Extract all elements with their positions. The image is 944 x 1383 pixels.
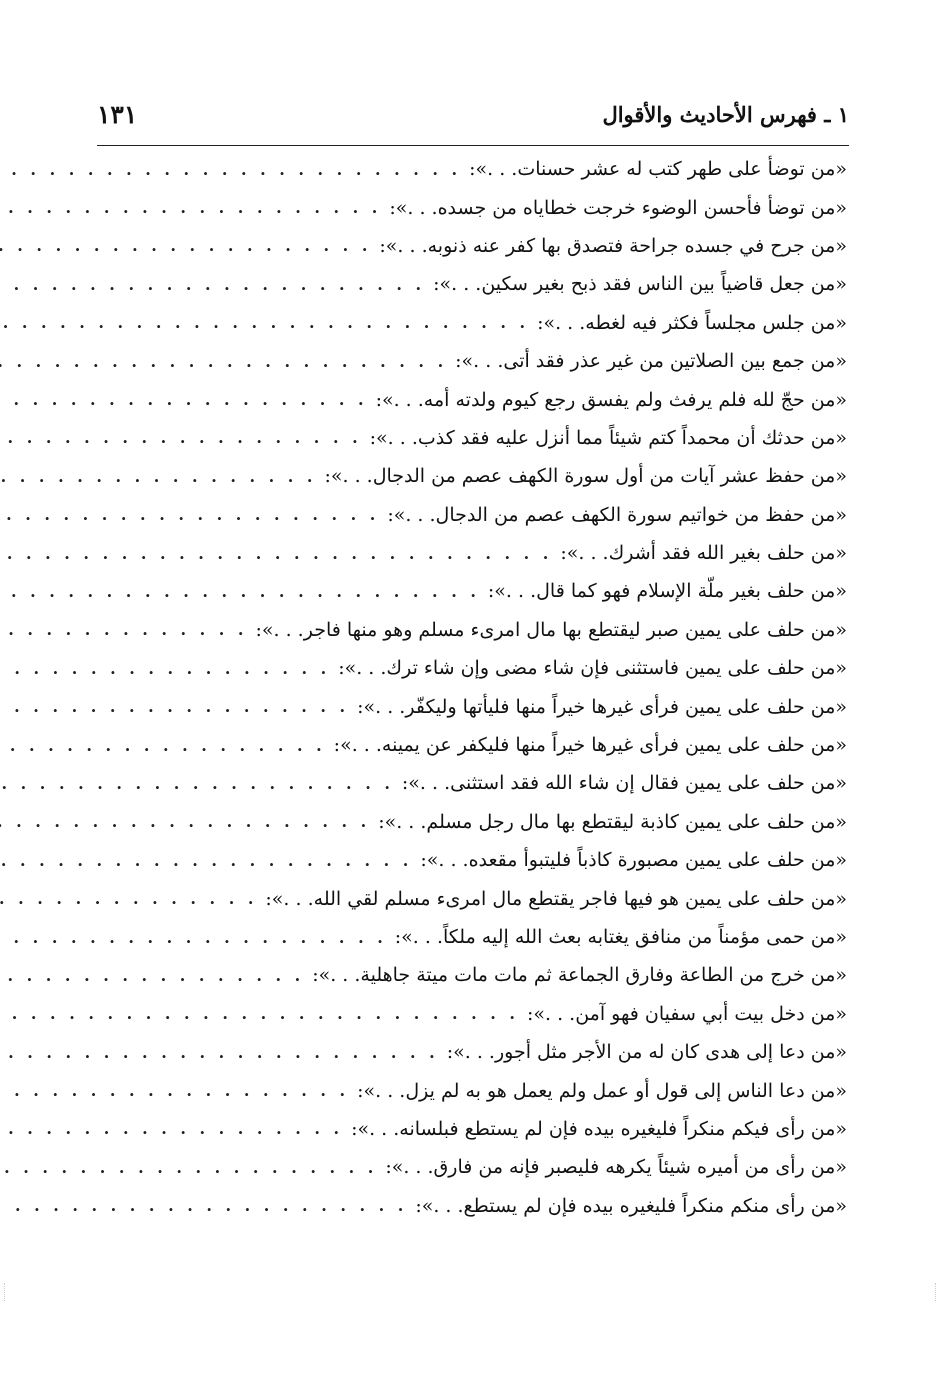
entry-text: «من حلف على يمين صبر ليقتطع بها مال امرىء مسلم وهو منها فاجر. . .»:	[255, 618, 847, 641]
entry-text: «من حفظ عشر آيات من أول سورة الكهف عصم من الدجال. . .»:	[324, 465, 847, 488]
dot-leader	[0, 505, 379, 524]
dot-leader	[0, 313, 529, 332]
scan-margin-mark	[4, 1283, 9, 1301]
entry-text: «من حمى مؤمناً من منافق يغتابه بعث الله إليه ملكاً. . .»:	[394, 926, 847, 948]
index-entry	[100, 995, 847, 1033]
entry-text: «من حلف على يمين مصبورة كاذباً فليتبوأ مقعده. . .»:	[420, 849, 847, 872]
index-entry	[100, 649, 847, 687]
index-entry	[100, 380, 847, 418]
dot-leader	[0, 659, 330, 678]
entry-text: «من حلف على يمين فاستثنى فإن شاء مضى وإن شاء ترك. . .»:	[338, 657, 847, 680]
dot-leader	[0, 1004, 519, 1023]
entry-text: «من دخل بيت أبي سفيان فهو آمن. . .»:	[527, 1002, 847, 1025]
entry-text: «من خرج من الطاعة وفارق الجماعة ثم مات مات ميتة جاهلية. . .»:	[312, 964, 847, 987]
entry-text: «من جمع بين الصلاتين من غير عذر فقد أتى. . .»:	[455, 350, 847, 373]
dot-leader	[0, 236, 371, 255]
entry-text: «من حدثك أن محمداً كتم شيئاً مما أنزل عليه فقد كذب. . .»:	[369, 426, 847, 449]
entry-text: «من توضأ فأحسن الوضوء خرجت خطاياه من جسده. . .»:	[389, 196, 847, 219]
dot-leader	[0, 1043, 439, 1062]
index-entry	[100, 1071, 847, 1109]
index-entry	[100, 841, 847, 879]
entry-text: «من حلف على يمين كاذبة ليقتطع بها مال رجل مسلم. . .»:	[378, 810, 847, 833]
page-number: ١٣١	[97, 100, 138, 129]
entry-text: «من حلف على يمين هو فيها فاجر يقتطع مال امرىء مسلم لقي الله. . .»:	[265, 887, 847, 910]
index-entry-list	[100, 150, 847, 1225]
header-divider	[97, 145, 849, 146]
index-entry	[100, 496, 847, 534]
entry-text: «من حلف بغير الله فقد أشرك. . .»:	[560, 542, 847, 565]
index-entry	[100, 150, 847, 188]
entry-text: «من جلس مجلساً فكثر فيه لغطه. . .»:	[537, 311, 847, 334]
dot-leader	[0, 1196, 407, 1215]
entry-text: «من حجّ لله فلم يرفث ولم يفسق رجع كيوم ولدته أمه. . .»:	[375, 388, 847, 411]
index-entry	[100, 956, 847, 994]
dot-leader	[0, 697, 349, 716]
index-entry	[100, 764, 847, 802]
index-entry	[100, 1187, 847, 1225]
dot-leader	[0, 390, 368, 409]
entry-text: «من دعا إلى هدى كان له من الأجر مثل أجور. . .»:	[446, 1041, 847, 1064]
index-entry	[100, 342, 847, 380]
dot-leader	[0, 352, 447, 371]
dot-leader	[0, 275, 425, 294]
dot-leader	[0, 889, 257, 908]
index-entry	[100, 457, 847, 495]
dot-leader	[0, 812, 370, 831]
index-entry	[100, 687, 847, 725]
index-entry	[100, 572, 847, 610]
index-entry	[100, 611, 847, 649]
page-header	[97, 100, 849, 144]
dot-leader	[0, 774, 394, 793]
dot-leader	[0, 1119, 343, 1138]
index-entry	[100, 1148, 847, 1186]
index-entry	[100, 304, 847, 342]
entry-text: «من جرح في جسده جراحة فتصدق بها كفر عنه ذنوبه. . .»:	[379, 234, 847, 257]
index-entry	[100, 1033, 847, 1071]
entry-text: «من حفظ من خواتيم سورة الكهف عصم من الدجال. . .»:	[387, 503, 847, 526]
entry-text: «من رأى منكم منكراً فليغيره بيده فإن لم يستطع. . .»:	[415, 1194, 847, 1217]
dot-leader	[0, 620, 248, 639]
dot-leader	[0, 966, 304, 985]
page-title: ١ ـ فهرس الأحاديث والأقوال	[602, 102, 849, 127]
entry-text: «من حلف على يمين فرأى غيرها خيراً منها فليكفر عن يمينه. . .»:	[333, 734, 847, 757]
entry-text: «من رأى فيكم منكراً فليغيره بيده فإن لم يستطع فبلسانه. . .»:	[351, 1117, 847, 1140]
index-entry	[100, 1110, 847, 1148]
dot-leader	[0, 1081, 349, 1100]
dot-leader	[0, 582, 480, 601]
entry-text: «من رأى من أميره شيئاً يكرهه فليصبر فإنه من فارق. . .»:	[385, 1156, 847, 1179]
index-entry	[100, 803, 847, 841]
index-entry	[100, 265, 847, 303]
index-entry	[100, 419, 847, 457]
dot-leader	[0, 544, 552, 563]
index-entry	[100, 227, 847, 265]
dot-leader	[0, 160, 461, 179]
entry-text: «من حلف على يمين فرأى غيرها خيراً منها فليأتها وليكفّر. . .»:	[357, 695, 847, 718]
dot-leader	[0, 1158, 377, 1177]
entry-text: «من حلف بغير ملّة الإسلام فهو كما قال. . .»:	[487, 580, 847, 603]
entry-text: «من دعا الناس إلى قول أو عمل ولم يعمل هو به لم يزل. . .»:	[357, 1079, 847, 1102]
dot-leader	[0, 928, 387, 947]
entry-text: «من حلف على يمين فقال إن شاء الله فقد استثنى. . .»:	[401, 772, 847, 795]
index-entry	[100, 879, 847, 917]
dot-leader	[0, 428, 362, 447]
entry-text: «من جعل قاضياً بين الناس فقد ذبح بغير سكين. . .»:	[433, 273, 847, 296]
dot-leader	[0, 198, 381, 217]
index-entry	[100, 918, 847, 956]
dot-leader	[0, 736, 326, 755]
index-entry	[100, 188, 847, 226]
scan-margin-mark	[935, 1283, 940, 1301]
index-entry	[100, 534, 847, 572]
dot-leader	[0, 467, 316, 486]
index-entry	[100, 726, 847, 764]
entry-text: «من توضأ على طهر كتب له عشر حسنات. . .»:	[469, 158, 847, 181]
dot-leader	[0, 851, 412, 870]
